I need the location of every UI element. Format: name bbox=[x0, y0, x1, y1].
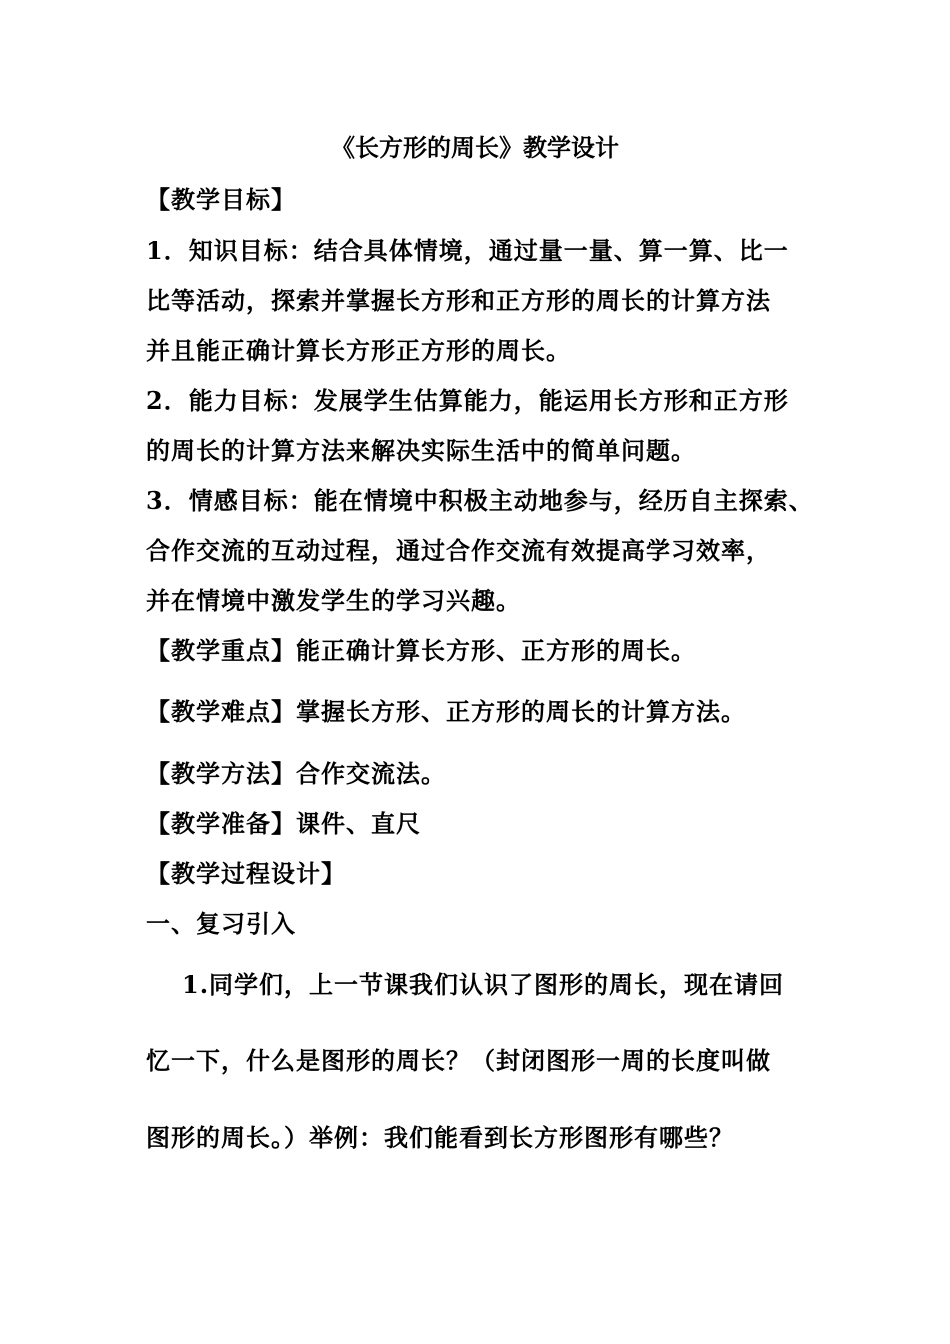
objective-3-line-1: 3．情感目标：能在情境中积极主动地参与，经历自主探索、 bbox=[146, 486, 814, 515]
preparation-text: 课件、直尺 bbox=[296, 809, 421, 838]
objective-3-line-3: 并在情境中激发学生的学习兴趣。 bbox=[146, 586, 521, 615]
section-1-line-2: 忆一下，什么是图形的周长？（封闭图形一周的长度叫做 bbox=[146, 1046, 771, 1075]
key-point bbox=[146, 636, 696, 666]
objectives-heading: 【教学目标】 bbox=[146, 185, 296, 214]
section-1-line-3: 图形的周长。）举例：我们能看到长方形图形有哪些？ bbox=[146, 1123, 734, 1152]
key-point-tag: 【教学重点】 bbox=[146, 636, 296, 665]
method-text: 合作交流法。 bbox=[296, 759, 446, 788]
method-tag: 【教学方法】 bbox=[146, 759, 296, 788]
difficulty-tag: 【教学难点】 bbox=[146, 697, 296, 726]
document-title: 《长方形的周长》教学设计 bbox=[331, 133, 619, 162]
preparation-tag: 【教学准备】 bbox=[146, 809, 296, 838]
section-1-heading: 一、复习引入 bbox=[146, 909, 296, 938]
objective-1-line-2: 比等活动，探索并掌握长方形和正方形的周长的计算方法 bbox=[146, 286, 771, 315]
preparation bbox=[146, 809, 421, 839]
objective-1-line-3: 并且能正确计算长方形正方形的周长。 bbox=[146, 336, 571, 365]
objective-2-line-1: 2．能力目标：发展学生估算能力，能运用长方形和正方形 bbox=[146, 386, 789, 415]
objective-3-line-2: 合作交流的互动过程，通过合作交流有效提高学习效率， bbox=[146, 536, 771, 565]
key-point-text: 能正确计算长方形、正方形的周长。 bbox=[296, 636, 696, 665]
difficulty bbox=[146, 697, 746, 727]
section-1-line-1: 1.同学们，上一节课我们认识了图形的周长，现在请回 bbox=[182, 970, 785, 999]
method bbox=[146, 759, 446, 789]
process-heading: 【教学过程设计】 bbox=[146, 859, 346, 888]
objective-2-line-2: 的周长的计算方法来解决实际生活中的简单问题。 bbox=[146, 436, 696, 465]
difficulty-text: 掌握长方形、正方形的周长的计算方法。 bbox=[296, 697, 746, 726]
objective-1-line-1: 1．知识目标：结合具体情境，通过量一量、算一算、比一 bbox=[146, 236, 789, 265]
